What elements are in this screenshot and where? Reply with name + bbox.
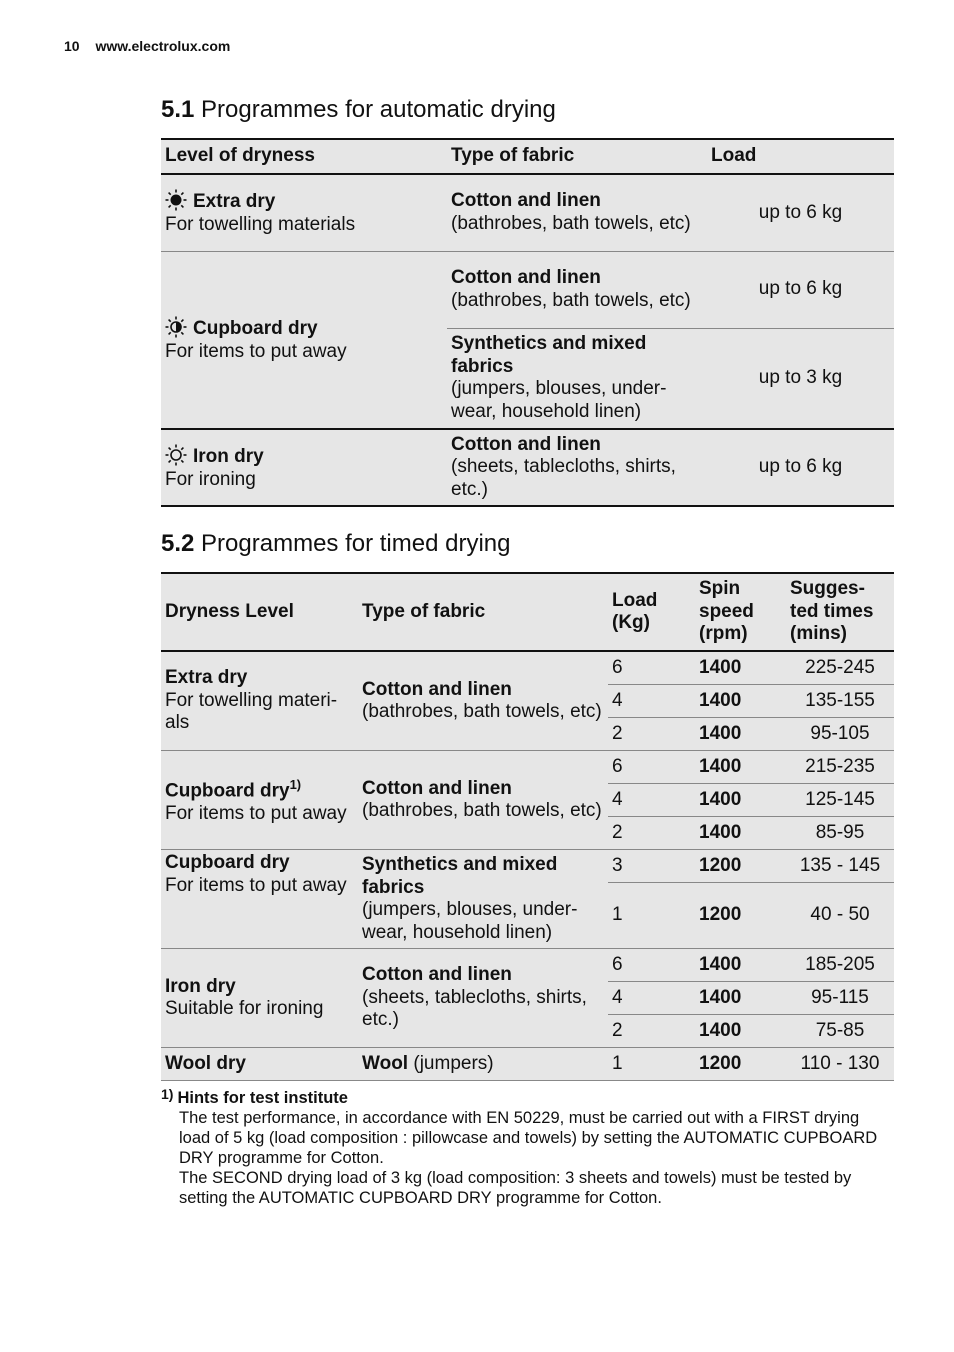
section-1-heading: 5.1 Programmes for automatic drying bbox=[161, 96, 556, 123]
table-row: 1 1200 40 - 50 bbox=[161, 883, 894, 949]
table-row: 4 1400 135-155 bbox=[161, 685, 894, 718]
footnote-line: The SECOND drying load of 3 kg (load composition: 3 sheets and towels) must be tested by setting the AUTOMATIC CUPBOARD DRY programme for Cotton. bbox=[179, 1169, 852, 1207]
sun-outline-icon bbox=[165, 444, 187, 466]
table-row: 4 1400 125-145 bbox=[161, 784, 894, 817]
table-row: 2 1400 75-85 bbox=[161, 1015, 894, 1048]
table-row: Synthetics and mixed fabrics (jumpers, blouses, under-wear, household linen) up to 3 kg bbox=[161, 328, 894, 429]
table-row: Wool dry Wool (jumpers) 1 1200 110 - 130 bbox=[161, 1048, 894, 1081]
footnote-line: The test performance, in accordance with EN 50229, must be carried out with a FIRST drying load of 5 kg (load composition : pillowcase and towels) by setting the AUTOMATIC CUPBOARD DRY programme for Cotton. bbox=[179, 1109, 878, 1167]
table-row: 2 1400 85-95 bbox=[161, 817, 894, 850]
table-row: Extra dry For towelling materials Cotton and linen (bathrobes, bath towels, etc) up to 6 kg bbox=[165, 190, 843, 235]
table-row: Iron dry Suitable for ironing Cotton and linen (sheets, tablecloths, shirts, etc.) 6 1400 185-205 bbox=[161, 949, 894, 982]
website: www.electrolux.com bbox=[95, 38, 231, 54]
page-header bbox=[64, 38, 230, 54]
table-row: Cupboard dry For items to put away Cotton and linen (bathrobes, bath towels, etc) up to 6 kg bbox=[161, 251, 894, 328]
timed-drying-table bbox=[161, 572, 894, 1081]
footnote: $^{1)}$ Hints for test institute The test performance, in accordance with EN 50229, must be carried out with a FIRST drying load of 5 kg (load composition : pillowcase and towels) by setting the AUTOMATIC CUPBOARD DRY programme for Cotton. The SECOND drying load of 3 kg (load composition: 3 sheets and towels) must be tested by setting the AUTOMATIC CUPBOARD DRY programme for Cotton. bbox=[161, 1084, 891, 1208]
table-row: Cupboard dry$^{1)}$ For items to put away Cotton and linen (bathrobes, bath towels, etc) 6 1400 215-235 bbox=[161, 751, 894, 784]
table-header-row: Dryness Level Type of fabric Load (Kg) Spin speed (rpm) Sugges-ted times (mins) bbox=[161, 573, 894, 651]
sun-half-icon bbox=[165, 316, 187, 338]
section-2-heading: 5.2 Programmes for timed drying bbox=[161, 530, 511, 557]
table-row: Extra dry For towelling materi-als Cotton and linen (bathrobes, bath towels, etc) 6 1400 225-245 bbox=[161, 651, 894, 685]
sun-filled-icon bbox=[165, 189, 187, 211]
table-row: 2 1400 95-105 bbox=[161, 718, 894, 751]
table-row: 4 1400 95-115 bbox=[161, 982, 894, 1015]
page-number: 10 bbox=[64, 38, 80, 54]
table-row: Cupboard dry For items to put away Synthetics and mixed fabrics (jumpers, blouses, under-wear, household linen) 3 1200 135 - 145 bbox=[161, 850, 894, 883]
table-row: Iron dry For ironing Cotton and linen (sheets, tablecloths, shirts, etc.) up to 6 kg bbox=[161, 429, 894, 506]
table-header-row: Level of dryness Type of fabric Load bbox=[161, 139, 894, 174]
automatic-drying-table bbox=[161, 138, 894, 507]
